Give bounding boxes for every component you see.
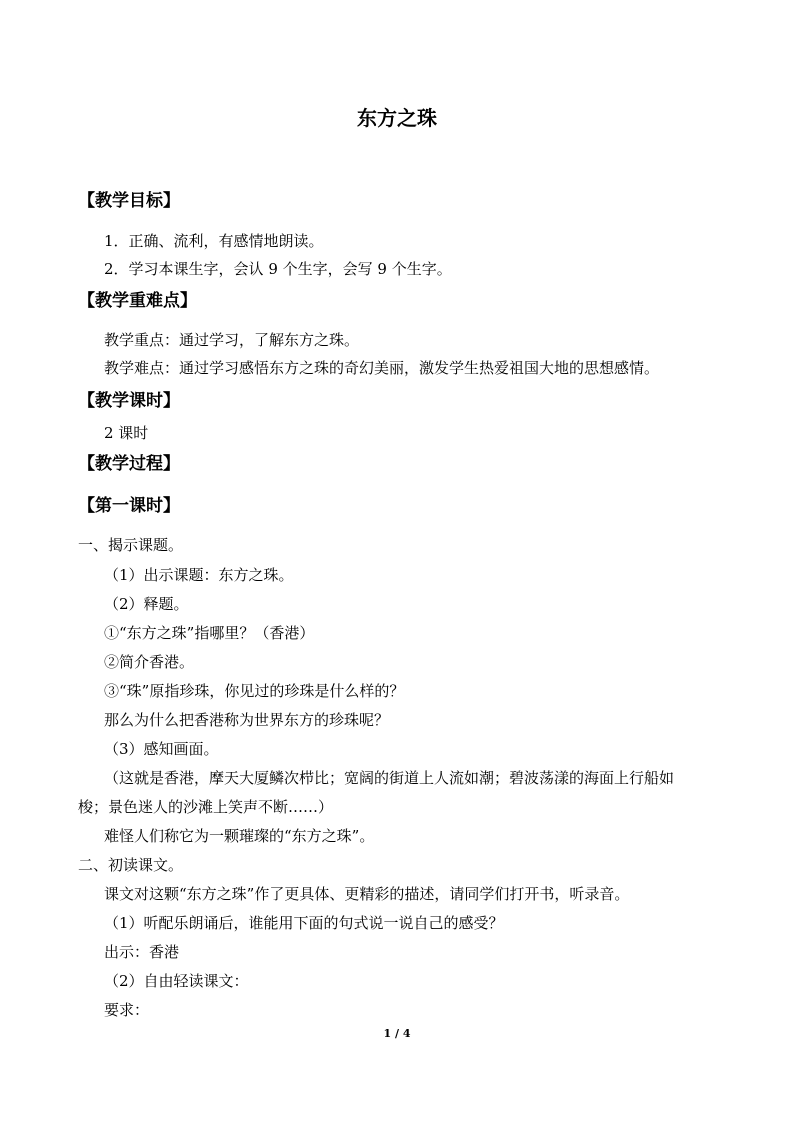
body-line: 课文对这颗“东方之珠”作了更具体、更精彩的描述，请同学们打开书，听录音。 (104, 885, 630, 903)
key-points-heading: 【教学重难点】 (78, 291, 197, 311)
body-line: （这就是香港，摩天大厦鳞次栉比；宽阔的街道上人流如潮；碧波荡漾的海面上行船如 (104, 769, 675, 787)
body-line: （1）出示课题：东方之珠。 (104, 566, 294, 584)
hours-heading: 【教学课时】 (78, 391, 180, 411)
body-line: ③“珠”原指珍珠，你见过的珍珠是什么样的？ (104, 682, 405, 700)
body-line: （2）释题。 (104, 595, 189, 613)
body-line: （2）自由轻读课文： (104, 972, 249, 990)
lesson1-heading: 【第一课时】 (78, 496, 180, 516)
body-line: （1）听配乐朗诵后，谁能用下面的句式说一说自己的感受？ (104, 914, 504, 932)
goal-item: 1．正确、流利，有感情地朗读。 (104, 232, 324, 250)
body-line: ①“东方之珠”指哪里？（香港） (104, 624, 315, 642)
body-line: 一、揭示课题。 (78, 536, 184, 554)
body-line: 二、初读课文。 (78, 856, 184, 874)
body-line: 梭；景色迷人的沙滩上笑声不断……） (78, 798, 334, 816)
body-line: 那么为什么把香港称为世界东方的珍珠呢？ (104, 711, 390, 729)
body-line: ②简介香港。 (104, 653, 195, 671)
page-number: 1 / 4 (383, 1027, 411, 1040)
goal-item: 2．学习本课生字，会认 9 个生字，会写 9 个生字。 (104, 260, 452, 278)
body-line: （3）感知画面。 (104, 740, 219, 758)
body-line: 要求： (104, 1001, 150, 1019)
key-point-item: 教学重点：通过学习，了解东方之珠。 (104, 331, 360, 349)
document-title: 东方之珠 (357, 106, 437, 130)
body-line: 出示：香港 (104, 943, 180, 961)
key-point-item: 教学难点：通过学习感悟东方之珠的奇幻美丽，激发学生热爱祖国大地的思想感情。 (104, 359, 660, 377)
process-heading: 【教学过程】 (78, 454, 180, 474)
goals-heading: 【教学目标】 (78, 191, 180, 211)
body-line: 难怪人们称它为一颗璀璨的“东方之珠”。 (104, 827, 375, 845)
hours-value: 2 课时 (104, 424, 149, 442)
